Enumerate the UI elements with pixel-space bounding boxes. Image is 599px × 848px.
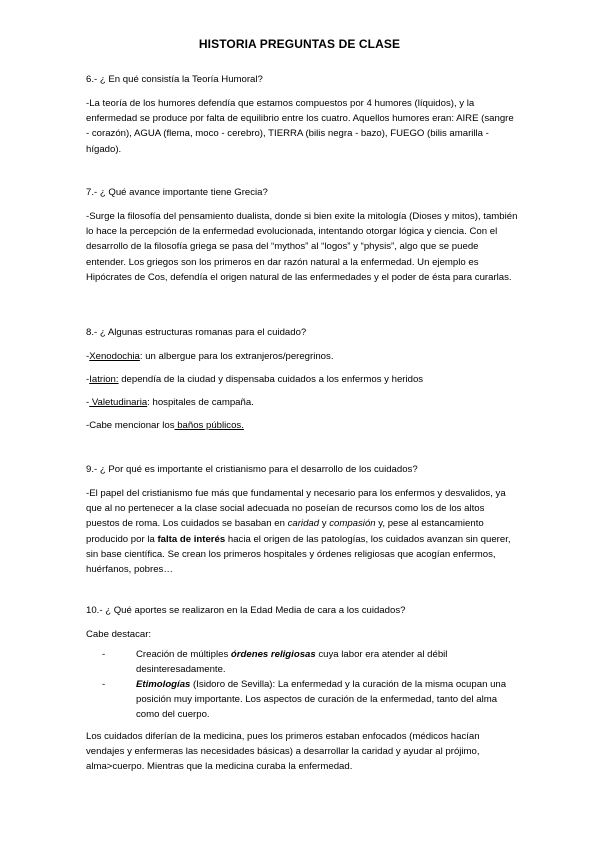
roman-structure-item: -Cabe mencionar los baños públicos. [86,420,244,431]
roman-structure-item: -Iatrion: dependía de la ciudad y dispensaba cuidados a los enfermos y heridos [86,374,424,385]
question-6: 6.- ¿ En qué consistía la Teoría Humoral? [86,74,263,85]
question-10: 10.- ¿ Qué aportes se realizaron en la Edad Media de cara a los cuidados? [86,605,406,616]
term-banos-publicos: baños públicos. [174,420,244,431]
term-xenodochia: Xenodochia [89,351,140,362]
bullet-dash: - [102,679,106,690]
question-7: 7.- ¿ Qué avance importante tiene Grecia? [86,187,268,198]
intro-text: Cabe destacar: [86,629,152,640]
answer-9: -El papel del cristianismo fue más que fundamental y necesario para los enfermos y desvalidos, ya que al no pertenecer a la clase social adecuada no poseían de recursos como los de los altos puestos de roma. Los cuidados se basaban en caridad y compasión y, pese al estancamiento producido por la falta de interés hacia el origen de las patologías, los cuidados avanzan sin querer, sin base científica. Se crean los primeros hospitales y órdenes religiosas que acogían enfermos, huérfanos, pobres… [86,488,511,576]
answer-7: -Surge la filosofía del pensamiento dualista, donde si bien exite la mitología (Dioses y mitos), también lo hace la percepción de la enfermedad evolucionada, intentando otorgar lógica y ciencia. Con el desarrollo de la filosofía griega se pasa del “mythos” al “logos” y “physis”, algo que se puede entender. Los griegos son los primeros en dar razón natural a la enfermedad. Un ejemplo es Hipócrates de Cos, defendía el origen natural de las enfermedades y el poder de ésta para curarlas. [86,211,518,283]
document-title: HISTORIA PREGUNTAS DE CLASE [198,37,401,51]
question-8: 8.- ¿ Algunas estructuras romanas para el cuidado? [86,327,307,338]
question-9: 9.- ¿ Por qué es importante el cristianismo para el desarrollo de los cuidados? [86,464,418,475]
emphasis-falta-interes: falta de interés [157,533,226,545]
list-item: - Creación de múltiples órdenes religiosas cuya labor era atender al débil desinteresadamente. [102,649,448,676]
emphasis-etimologias: Etimologías [136,679,191,690]
answer-6: -La teoría de los humores defendía que estamos compuestos por 4 humores (líquidos), y la enfermedad se produce por falta de equilibrio entre los cuatro. Aquellos humores eran: AIRE (sangre - corazón), AGUA (flema, moco - cerebro), TIERRA (bilis negra - bazo), FUEGO (bilis amarilla - hígado). [86,98,514,155]
roman-structure-item: -Xenodochia: un albergue para los extranjeros/peregrinos. [86,351,334,362]
term-valetudinaria: Valetudinaria [89,397,148,408]
list-item: - Etimologías (Isidoro de Sevilla): La enfermedad y la curación de la misma ocupan una posición muy importante. Los aspectos de curación de la enfermedad, tanto del alma como del cuerpo. [102,679,507,721]
emphasis-ordenes-religiosas: órdenes religiosas [230,649,316,660]
emphasis-caridad: caridad [287,518,320,530]
roman-structure-item: - Valetudinaria: hospitales de campaña. [86,397,254,408]
emphasis-compasion: compasión [329,518,376,530]
bullet-dash: - [102,649,106,660]
term-iatrion: Iatrion: [89,374,119,385]
closing-paragraph: Los cuidados diferían de la medicina, pues los primeros estaban enfocados (médicos hacían vendajes y enfermeras las necesidades básicas) a desarrollar la caridad y ayudar al prójimo, alma>cuerpo. Mientras que la medicina curaba la enfermedad. [86,731,480,773]
